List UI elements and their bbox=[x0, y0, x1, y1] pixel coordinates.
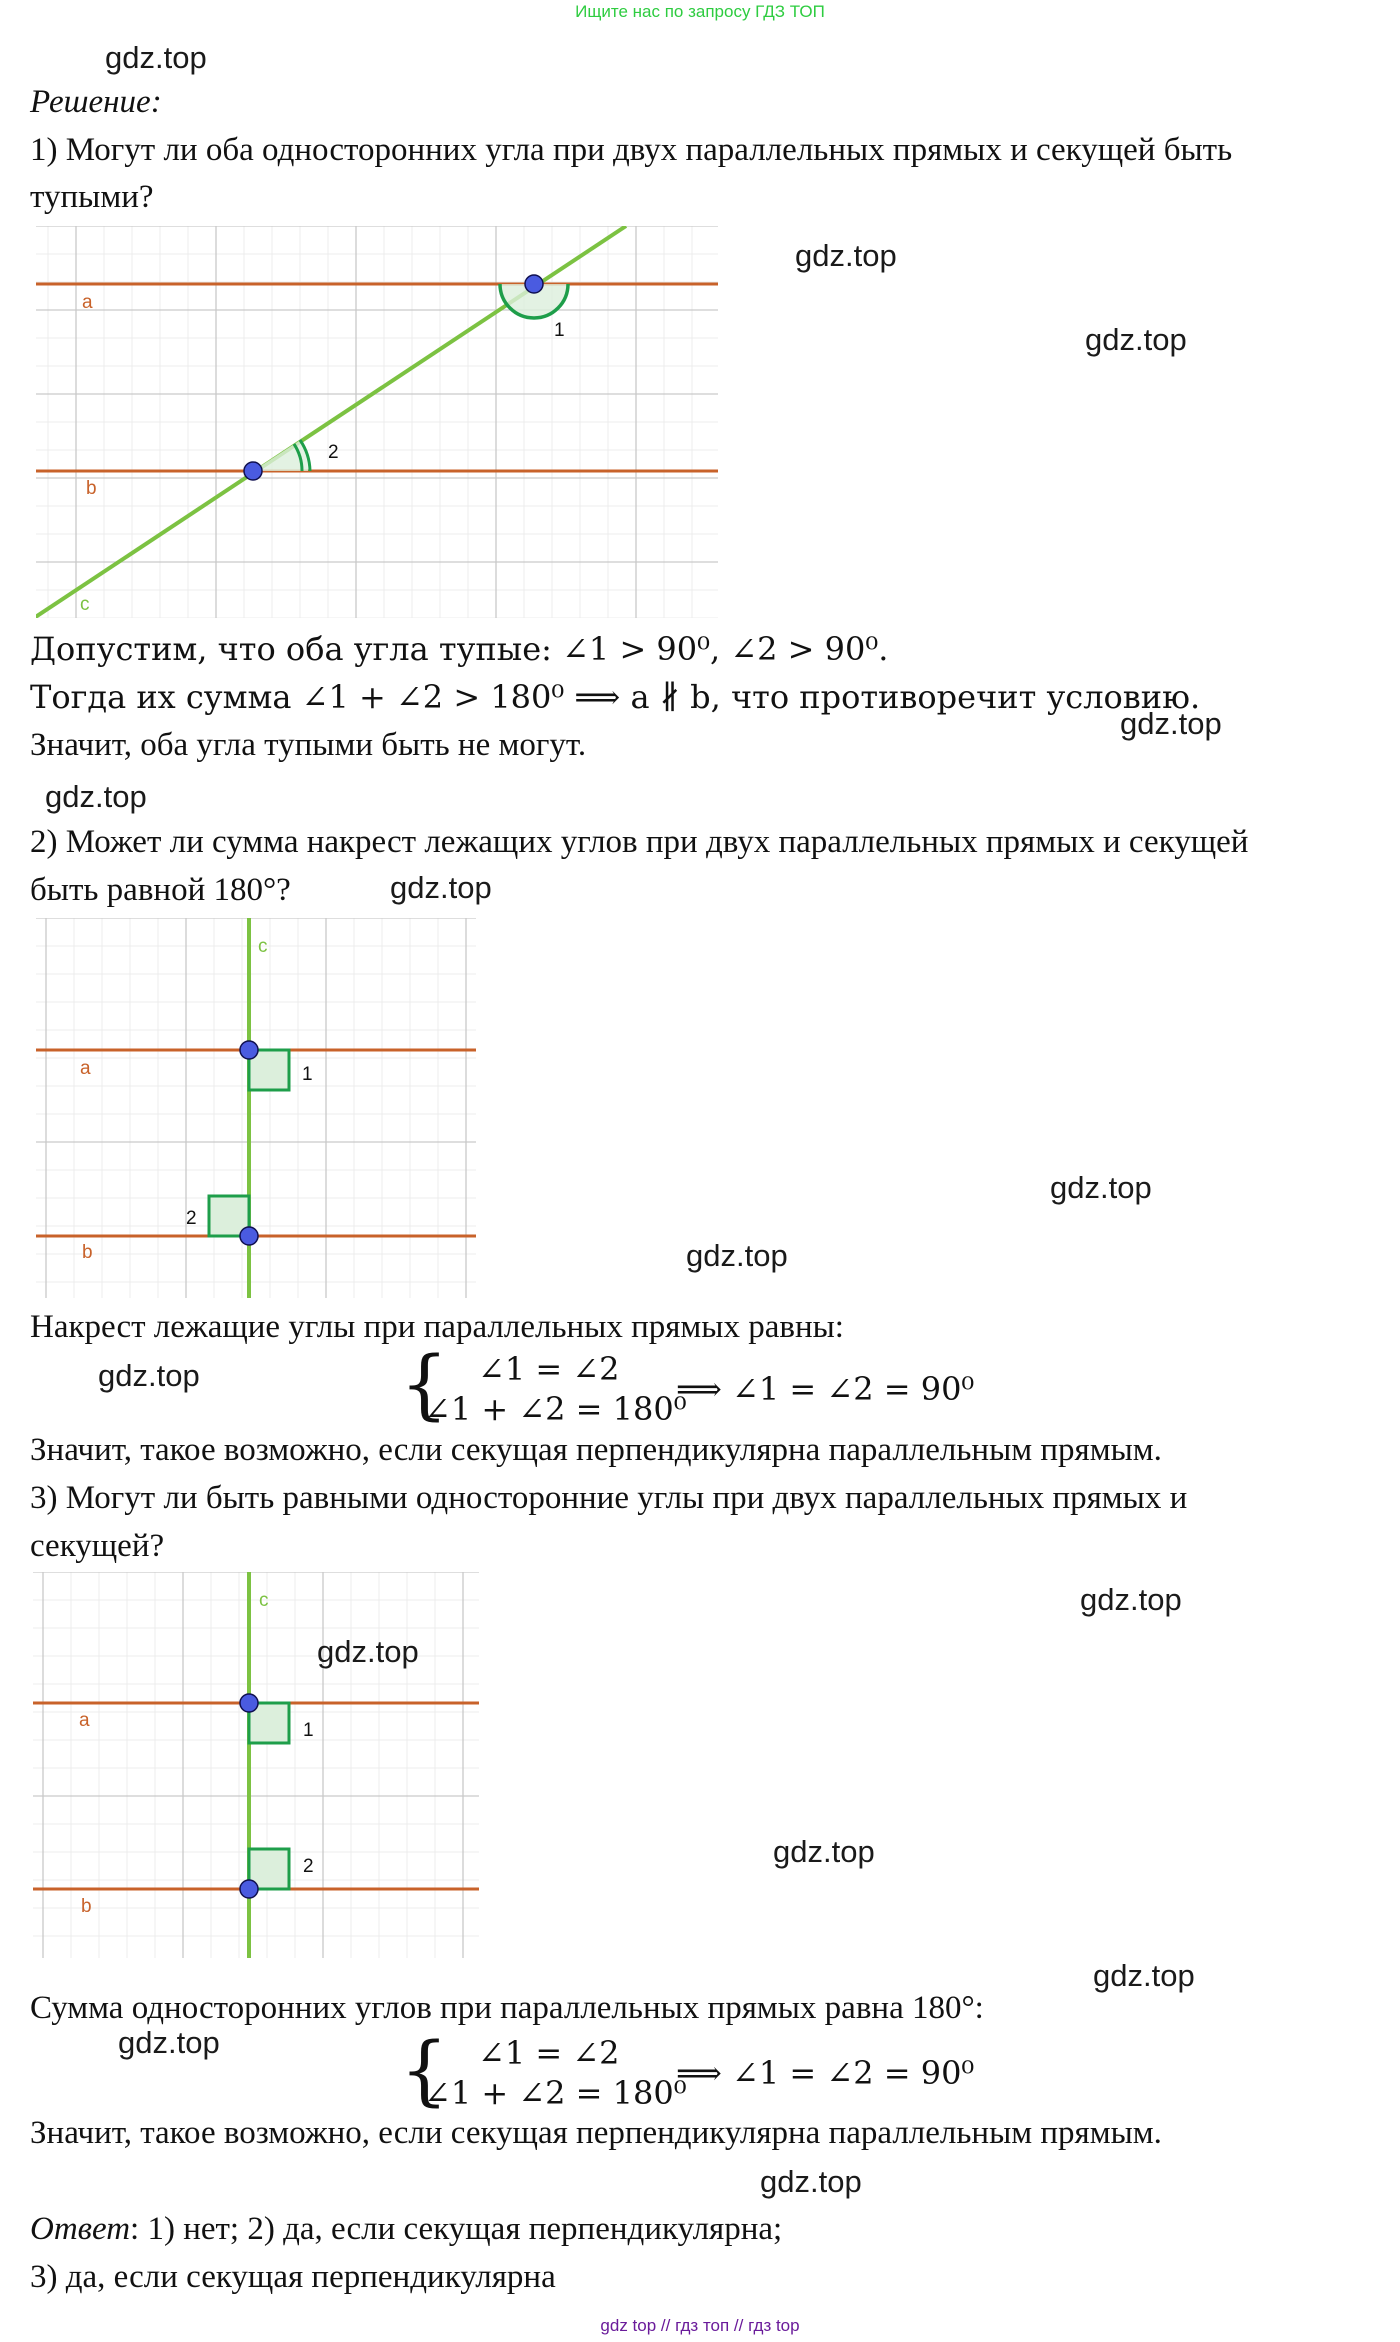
point-intersection-b bbox=[240, 1227, 258, 1245]
q1-text-1: Допустим, что оба угла тупые: ∠1 > 90⁰, ∠2 > 90⁰. bbox=[30, 630, 889, 668]
watermark: gdz.top bbox=[1120, 706, 1222, 741]
q2-text-2: Значит, такое возможно, если секущая перпендикулярна параллельным прямым. bbox=[30, 1432, 1162, 1468]
footer-links[interactable]: gdz top // гдз топ // гдз top bbox=[600, 2316, 800, 2335]
point-intersection-b bbox=[240, 1880, 258, 1898]
point-intersection-a bbox=[240, 1694, 258, 1712]
label-angle-1: 1 bbox=[303, 1720, 314, 1741]
label-c: c bbox=[258, 936, 268, 957]
system-brace: { bbox=[400, 2025, 449, 2114]
watermark: gdz.top bbox=[317, 1634, 419, 1669]
watermark: gdz.top bbox=[1080, 1582, 1182, 1617]
point-intersection-b bbox=[244, 462, 262, 480]
label-angle-2: 2 bbox=[303, 1856, 314, 1877]
watermark: gdz.top bbox=[773, 1834, 875, 1869]
question-3-line-1: 3) Могут ли быть равными односторонние углы при двух параллельных прямых и bbox=[30, 1480, 1188, 1516]
question-1-line-1: 1) Могут ли оба односторонних угла при двух параллельных прямых и секущей быть bbox=[30, 132, 1233, 168]
figure-1 bbox=[36, 226, 718, 618]
label-b: b bbox=[82, 1242, 93, 1263]
label-angle-1: 1 bbox=[302, 1064, 313, 1085]
top-banner[interactable]: Ищите нас по запросу ГДЗ ТОП bbox=[575, 2, 825, 21]
figure-3 bbox=[33, 1572, 479, 1958]
solution-heading: Решение: bbox=[30, 84, 162, 120]
q1-text-3: Значит, оба угла тупыми быть не могут. bbox=[30, 727, 587, 763]
question-1-line-2: тупыми? bbox=[30, 179, 154, 215]
q2-result: ⟹ ∠1 = ∠2 = 90⁰ bbox=[676, 1370, 975, 1408]
label-a: a bbox=[80, 1058, 91, 1079]
watermark: gdz.top bbox=[795, 238, 897, 273]
q3-system-eq-1: ∠1 = ∠2 bbox=[478, 2034, 620, 2072]
label-c: c bbox=[259, 1590, 269, 1611]
label-a: a bbox=[82, 292, 93, 313]
q3-system-eq-2: ∠1 + ∠2 = 180⁰ bbox=[424, 2074, 687, 2112]
q2-system-eq-2: ∠1 + ∠2 = 180⁰ bbox=[424, 1390, 687, 1428]
question-2-line-1: 2) Может ли сумма накрест лежащих углов при двух параллельных прямых и секущей bbox=[30, 824, 1249, 860]
q3-result: ⟹ ∠1 = ∠2 = 90⁰ bbox=[676, 2054, 975, 2092]
system-brace: { bbox=[400, 1339, 449, 1428]
label-b: b bbox=[86, 478, 97, 499]
watermark: gdz.top bbox=[390, 870, 492, 905]
answer-text-1: : 1) нет; 2) да, если секущая перпендикулярна; bbox=[130, 2211, 783, 2247]
answer-line-2: 3) да, если секущая перпендикулярна bbox=[30, 2259, 556, 2295]
watermark: gdz.top bbox=[98, 1358, 200, 1393]
q3-text-1: Сумма односторонних углов при параллельных прямых равна 180°: bbox=[30, 1990, 984, 2026]
answer-label: Ответ bbox=[30, 2211, 131, 2247]
label-angle-2: 2 bbox=[186, 1208, 197, 1229]
point-intersection-a bbox=[240, 1041, 258, 1059]
figure-2 bbox=[36, 918, 476, 1298]
watermark: gdz.top bbox=[1050, 1170, 1152, 1205]
label-c: c bbox=[80, 594, 90, 615]
label-b: b bbox=[81, 1896, 92, 1917]
question-3-line-2: секущей? bbox=[30, 1528, 165, 1564]
label-angle-1: 1 bbox=[554, 320, 565, 341]
watermark: gdz.top bbox=[1085, 322, 1187, 357]
watermark: gdz.top bbox=[118, 2025, 220, 2060]
q3-text-2: Значит, такое возможно, если секущая перпендикулярна параллельным прямым. bbox=[30, 2115, 1162, 2151]
question-2-line-2: быть равной 180°? bbox=[30, 872, 291, 908]
answer-line-1 bbox=[30, 2205, 782, 2253]
q2-text-1: Накрест лежащие углы при параллельных прямых равны: bbox=[30, 1309, 844, 1345]
label-angle-2: 2 bbox=[328, 442, 339, 463]
watermark: gdz.top bbox=[45, 779, 147, 814]
watermark: gdz.top bbox=[760, 2164, 862, 2199]
watermark: gdz.top bbox=[1093, 1958, 1195, 1993]
point-intersection-a bbox=[525, 275, 543, 293]
q1-text-2: Тогда их сумма ∠1 + ∠2 > 180⁰ ⟹ a ∦ b, что противоречит условию. bbox=[30, 678, 1201, 716]
watermark: gdz.top bbox=[686, 1238, 788, 1273]
watermark: gdz.top bbox=[105, 40, 207, 75]
label-a: a bbox=[79, 1710, 90, 1731]
q2-system-eq-1: ∠1 = ∠2 bbox=[478, 1350, 620, 1388]
